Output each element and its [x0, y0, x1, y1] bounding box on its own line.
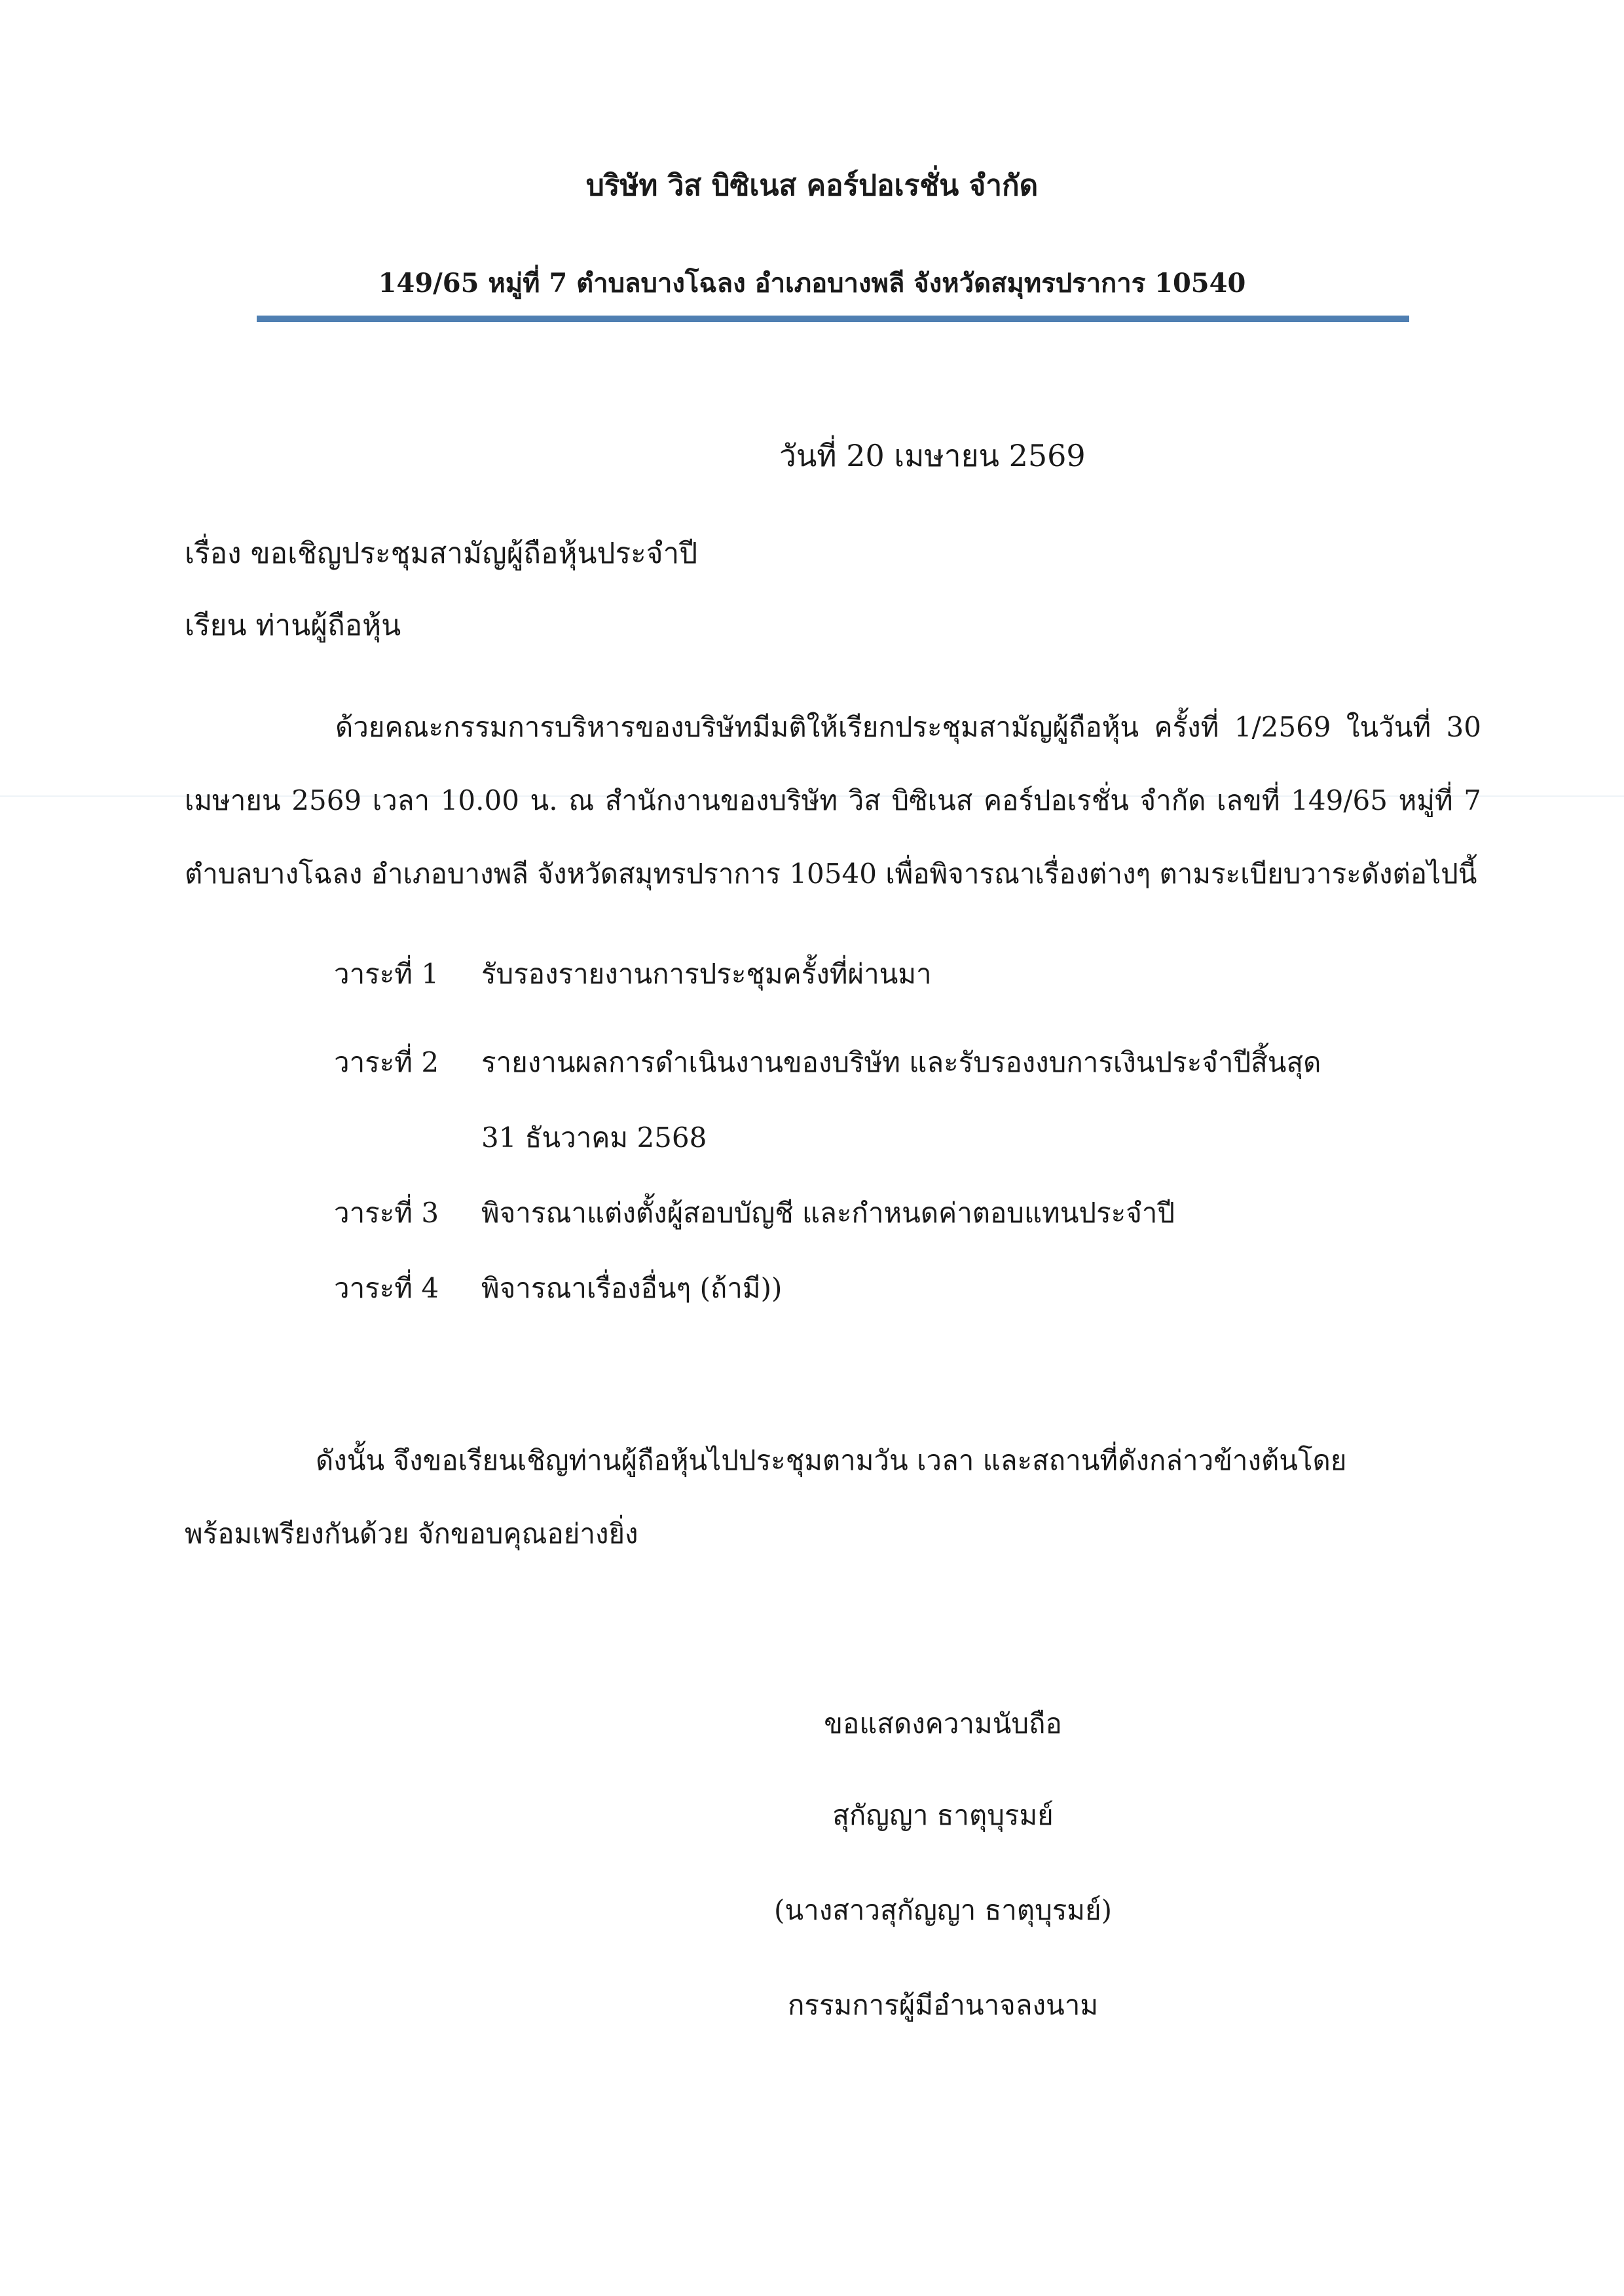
agenda-item-2-continued: 31 ธันวาคม 2568 [481, 1121, 707, 1154]
header-rule [257, 316, 1409, 322]
signatory-full-name: (นางสาวสุกัญญา ธาตุบุรมย์) [774, 1894, 1112, 1926]
letter-date: วันที่ 20 เมษายน 2569 [779, 438, 1086, 473]
agenda-item-1: รับรองรายงานการประชุมครั้งที่ผ่านมา [481, 958, 932, 990]
agenda-label-4: วาระที่ 4 [334, 1272, 439, 1304]
body-paragraph-2: ดังนั้น จึงขอเรียนเชิญท่านผู้ถือหุ้นไปประชุมตามวัน เวลา และสถานที่ดังกล่าวข้างต้นโดยพร้อมเพรียงกันด้วย จักขอบคุณอย่างยิ่ง [185, 1444, 1347, 1550]
company-address: 149/65 หมู่ที่ 7 ตำบลบางโฉลง อำเภอบางพลี จังหวัดสมุทรปราการ 10540 [378, 268, 1246, 299]
letter-subject: เรื่อง ขอเชิญประชุมสามัญผู้ถือหุ้นประจำปี [185, 537, 698, 570]
letter-salutation: เรียน ท่านผู้ถือหุ้น [185, 609, 401, 642]
company-name: บริษัท วิส บิซิเนส คอร์ปอเรชั่น จำกัด [585, 169, 1039, 202]
signature-name: สุกัญญา ธาตุบุรมย์ [832, 1799, 1054, 1831]
closing-phrase: ขอแสดงความนับถือ [824, 1707, 1062, 1740]
agenda-item-3: พิจารณาแต่งตั้งผู้สอบบัญชี และกำหนดค่าตอบแทนประจำปี [481, 1197, 1175, 1229]
agenda-item-2: รายงานผลการดำเนินงานของบริษัท และรับรองงบการเงินประจำปีสิ้นสุด [481, 1046, 1321, 1078]
signatory-title: กรรมการผู้มีอำนาจลงนาม [787, 1989, 1099, 2021]
body-paragraph-1: ด้วยคณะกรรมการบริหารของบริษัทมีมติให้เรียกประชุมสามัญผู้ถือหุ้น ครั้งที่ 1/2569 ในวันที่ 30 เมษายน 2569 เวลา 10.00 น. ณ สำนักงานของบริษัท วิส บิซิเนส คอร์ปอเรชั่น จำกัด เลขที่ 149/65 หมู่ที่ 7 ตำบลบางโฉลง อำเภอบางพลี จังหวัดสมุทรปราการ 10540 เพื่อพิจารณาเรื่องต่างๆ ตามระเบียบวาระดังต่อไปนี้ [185, 711, 1481, 890]
agenda-label-3: วาระที่ 3 [334, 1197, 439, 1229]
agenda-item-4: พิจารณาเรื่องอื่นๆ (ถ้ามี)) [481, 1272, 783, 1304]
agenda-label-1: วาระที่ 1 [334, 958, 439, 990]
agenda-label-2: วาระที่ 2 [334, 1046, 439, 1078]
